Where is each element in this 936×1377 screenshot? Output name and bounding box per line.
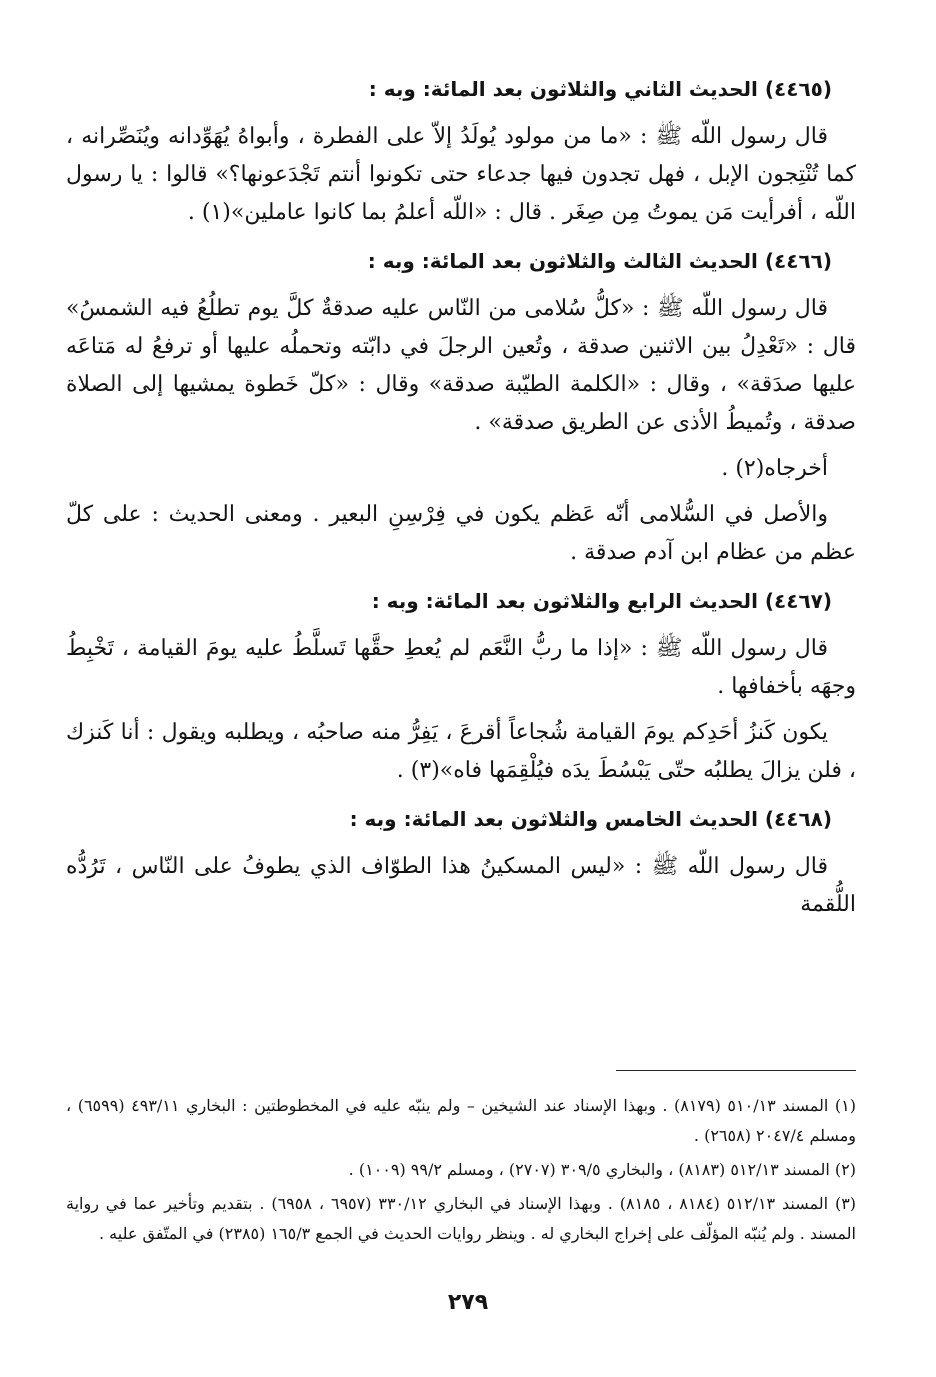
hadith-text-4466: قال رسول اللّه ﷺ : «كلُّ سُلامى من النّاس عليه صدقةٌ كلَّ يوم تطلُعُ فيه الشمسُ» قال : «تَعْدِلُ بين الاثنين صدقة ، وتُعين الرجلَ في دابّته وتحملُه عليها أو ترفعُ له مَتاعَه عليها صدَقة» ، وقال : «الكلمة الطيّبة صدقة» وقال : «كلّ خَطوة يمشيها إلى الصلاة صدقة ، وتُميطُ الأذى عن الطريق صدقة» . xyxy=(66,296,856,435)
hadith-heading-4465: (٤٤٦٥) الحديث الثاني والثلاثون بعد المائة: وبه : xyxy=(368,77,832,101)
main-text xyxy=(66,60,856,932)
hadith-text-4467-part2: يكون كَنزُ أحَدِكم يومَ القيامة شُجاعاً أقرعَ ، يَفِرُّ منه صاحبُه ، ويطلبه ويقول : أنا كَنزك ، فلن يزالَ يطلبُه حتّى يَبْسُطَ يدَه فيُلْقِمَها فاه»(٣) . xyxy=(66,720,856,783)
explanation-paragraph: والأصل في السُّلامى أنّه عَظم يكون في فِرْسِنِ البعير . ومعنى الحديث : على كلّ عظم من عظام ابن آدم صدقة . xyxy=(66,502,856,565)
takhrij-note: أخرجاه(٢) . xyxy=(721,456,828,481)
footnote-divider xyxy=(616,1070,856,1071)
footnote-1: (١) المسند ٥١٠/١٣ (٨١٧٩) . وبهذا الإسناد عند الشيخين – ولم ينبّه عليه في المخطوطتين : البخاري ٤٩٣/١١ (٦٥٩٩) ، ومسلم ٢٠٤٧/٤ (٢٦٥٨) . xyxy=(66,1096,857,1145)
hadith-heading-4468: (٤٤٦٨) الحديث الخامس والثلاثون بعد المائة: وبه : xyxy=(349,807,832,831)
hadith-text-4468: قال رسول اللّه ﷺ : «ليس المسكينُ هذا الطوّاف الذي يطوفُ على النّاس ، تَرُدُّه اللُّقمة xyxy=(66,854,856,917)
hadith-heading-4467: (٤٤٦٧) الحديث الرابع والثلاثون بعد المائة: وبه : xyxy=(371,589,832,613)
footnote-2: (٢) المسند ٥١٢/١٣ (٨١٨٣) ، والبخاري ٣٠٩/٥ (٢٧٠٧) ، ومسلم ٩٩/٢ (١٠٠٩) . xyxy=(348,1160,856,1179)
footnotes xyxy=(66,1044,856,1253)
hadith-heading-4466: (٤٤٦٦) الحديث الثالث والثلاثون بعد المائة: وبه : xyxy=(367,249,832,273)
footnote-3: (٣) المسند ٥١٢/١٣ (٨١٨٤ ، ٨١٨٥) . وبهذا الإسناد في البخاري ٣٣٠/١٢ (٦٩٥٧ ، ٦٩٥٨) . بتقديم وتأخير عما في رواية المسند . ولم يُنبّه المؤلّف على إخراج البخاري له . وينظر روايات الحديث في الجمع ١٦٥/٣ (٢٣٨٥) في المتّفق عليه . xyxy=(66,1194,857,1243)
hadith-text-4467-part1: قال رسول اللّه ﷺ : «إذا ما ربُّ النَّعَم لم يُعطِ حقَّها تَسلَّطُ عليه يومَ القيامة ، تَخْبِطُ وجهَه بأخفافها . xyxy=(66,636,856,699)
hadith-text-4465: قال رسول اللّه ﷺ : «ما من مولود يُولَدُ إلاّ على الفطرة ، وأبواهُ يُهَوِّدانه ويُنَصِّرانه ، كما تُنْتِجون الإبل ، فهل تجدون فيها جدعاء حتى تكونوا أنتم تَجْدَعونها؟» قالوا : يا رسول اللّه ، أفرأيت مَن يموتُ مِن صِغَر . قال : «اللّه أعلمُ بما كانوا عاملين»(١) . xyxy=(66,124,856,225)
page-number: ٢٧٩ xyxy=(447,1290,489,1315)
